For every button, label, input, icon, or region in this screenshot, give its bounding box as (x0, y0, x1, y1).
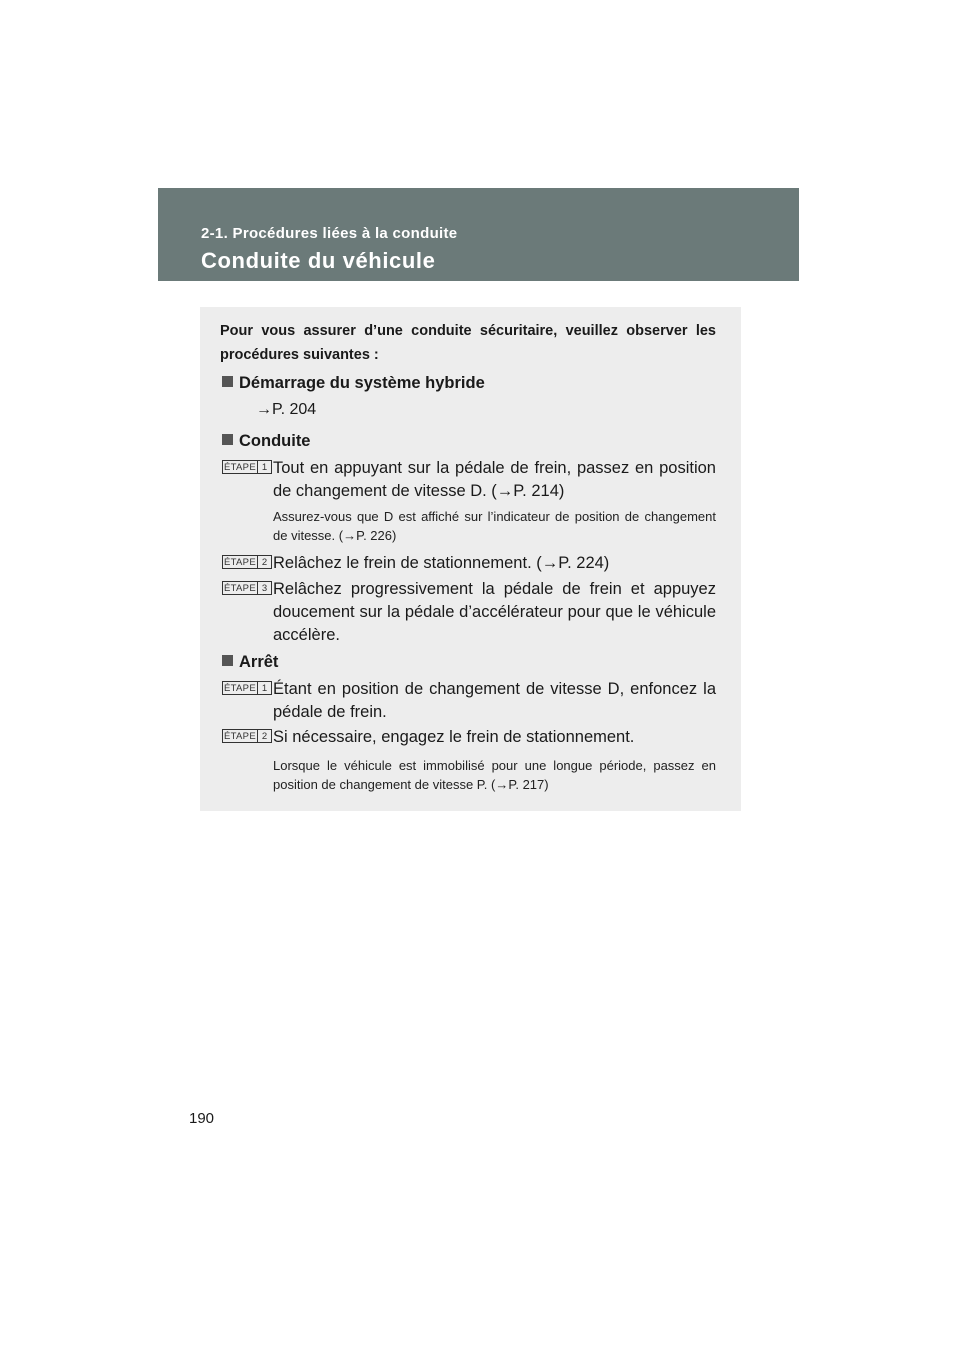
step-note: Assurez-vous que D est affiché sur l’indicateur de position de changement de vitesse. (→P. 226) (273, 509, 716, 543)
step-badge: ÉTAPE 2 (222, 555, 272, 569)
page-reference: →P. 204 (256, 401, 317, 418)
step-text: Si nécessaire, engagez le frein de stationnement. (273, 728, 635, 746)
heading-text: Conduite (239, 432, 311, 450)
chapter-header (158, 188, 799, 281)
heading-text: Démarrage du système hybride (239, 374, 485, 392)
step-note: Lorsque le véhicule est immobilisé pour une longue période, passez en position de changement de vitesse P. (→P. 217) (273, 758, 716, 792)
step-text: Étant en position de changement de vitesse D, enfoncez la pédale de frein. (273, 680, 716, 721)
page-number: 190 (189, 1110, 215, 1127)
square-bullet-icon (222, 434, 233, 445)
heading-text: Arrêt (239, 653, 279, 671)
section-label: 2-1. Procédures liées à la conduite (201, 225, 458, 242)
page-title: Conduite du véhicule (201, 248, 436, 273)
intro-text: Pour vous assurer d’une conduite sécuritaire, veuillez observer les procédures suivantes : (220, 323, 716, 363)
square-bullet-icon (222, 655, 233, 666)
step-text: Relâchez progressivement la pédale de frein et appuyez doucement sur la pédale d’accélérateur pour que le véhicule accélère. (273, 580, 716, 644)
content-panel (200, 307, 741, 811)
heading-stop (222, 653, 278, 672)
square-bullet-icon (222, 376, 233, 387)
step-text: Relâchez le frein de stationnement. (→P. 224) (273, 554, 610, 572)
heading-driving (222, 432, 311, 451)
heading-start-hybrid (222, 374, 485, 393)
step-badge: ÉTAPE 2 (222, 729, 272, 743)
step-badge: ÉTAPE 1 (222, 681, 272, 695)
step-text: Tout en appuyant sur la pédale de frein, passez en position de changement de vitesse D. (→P. 214) (273, 459, 716, 500)
step-badge: ÉTAPE 1 (222, 460, 272, 474)
step-badge: ÉTAPE 3 (222, 581, 272, 595)
